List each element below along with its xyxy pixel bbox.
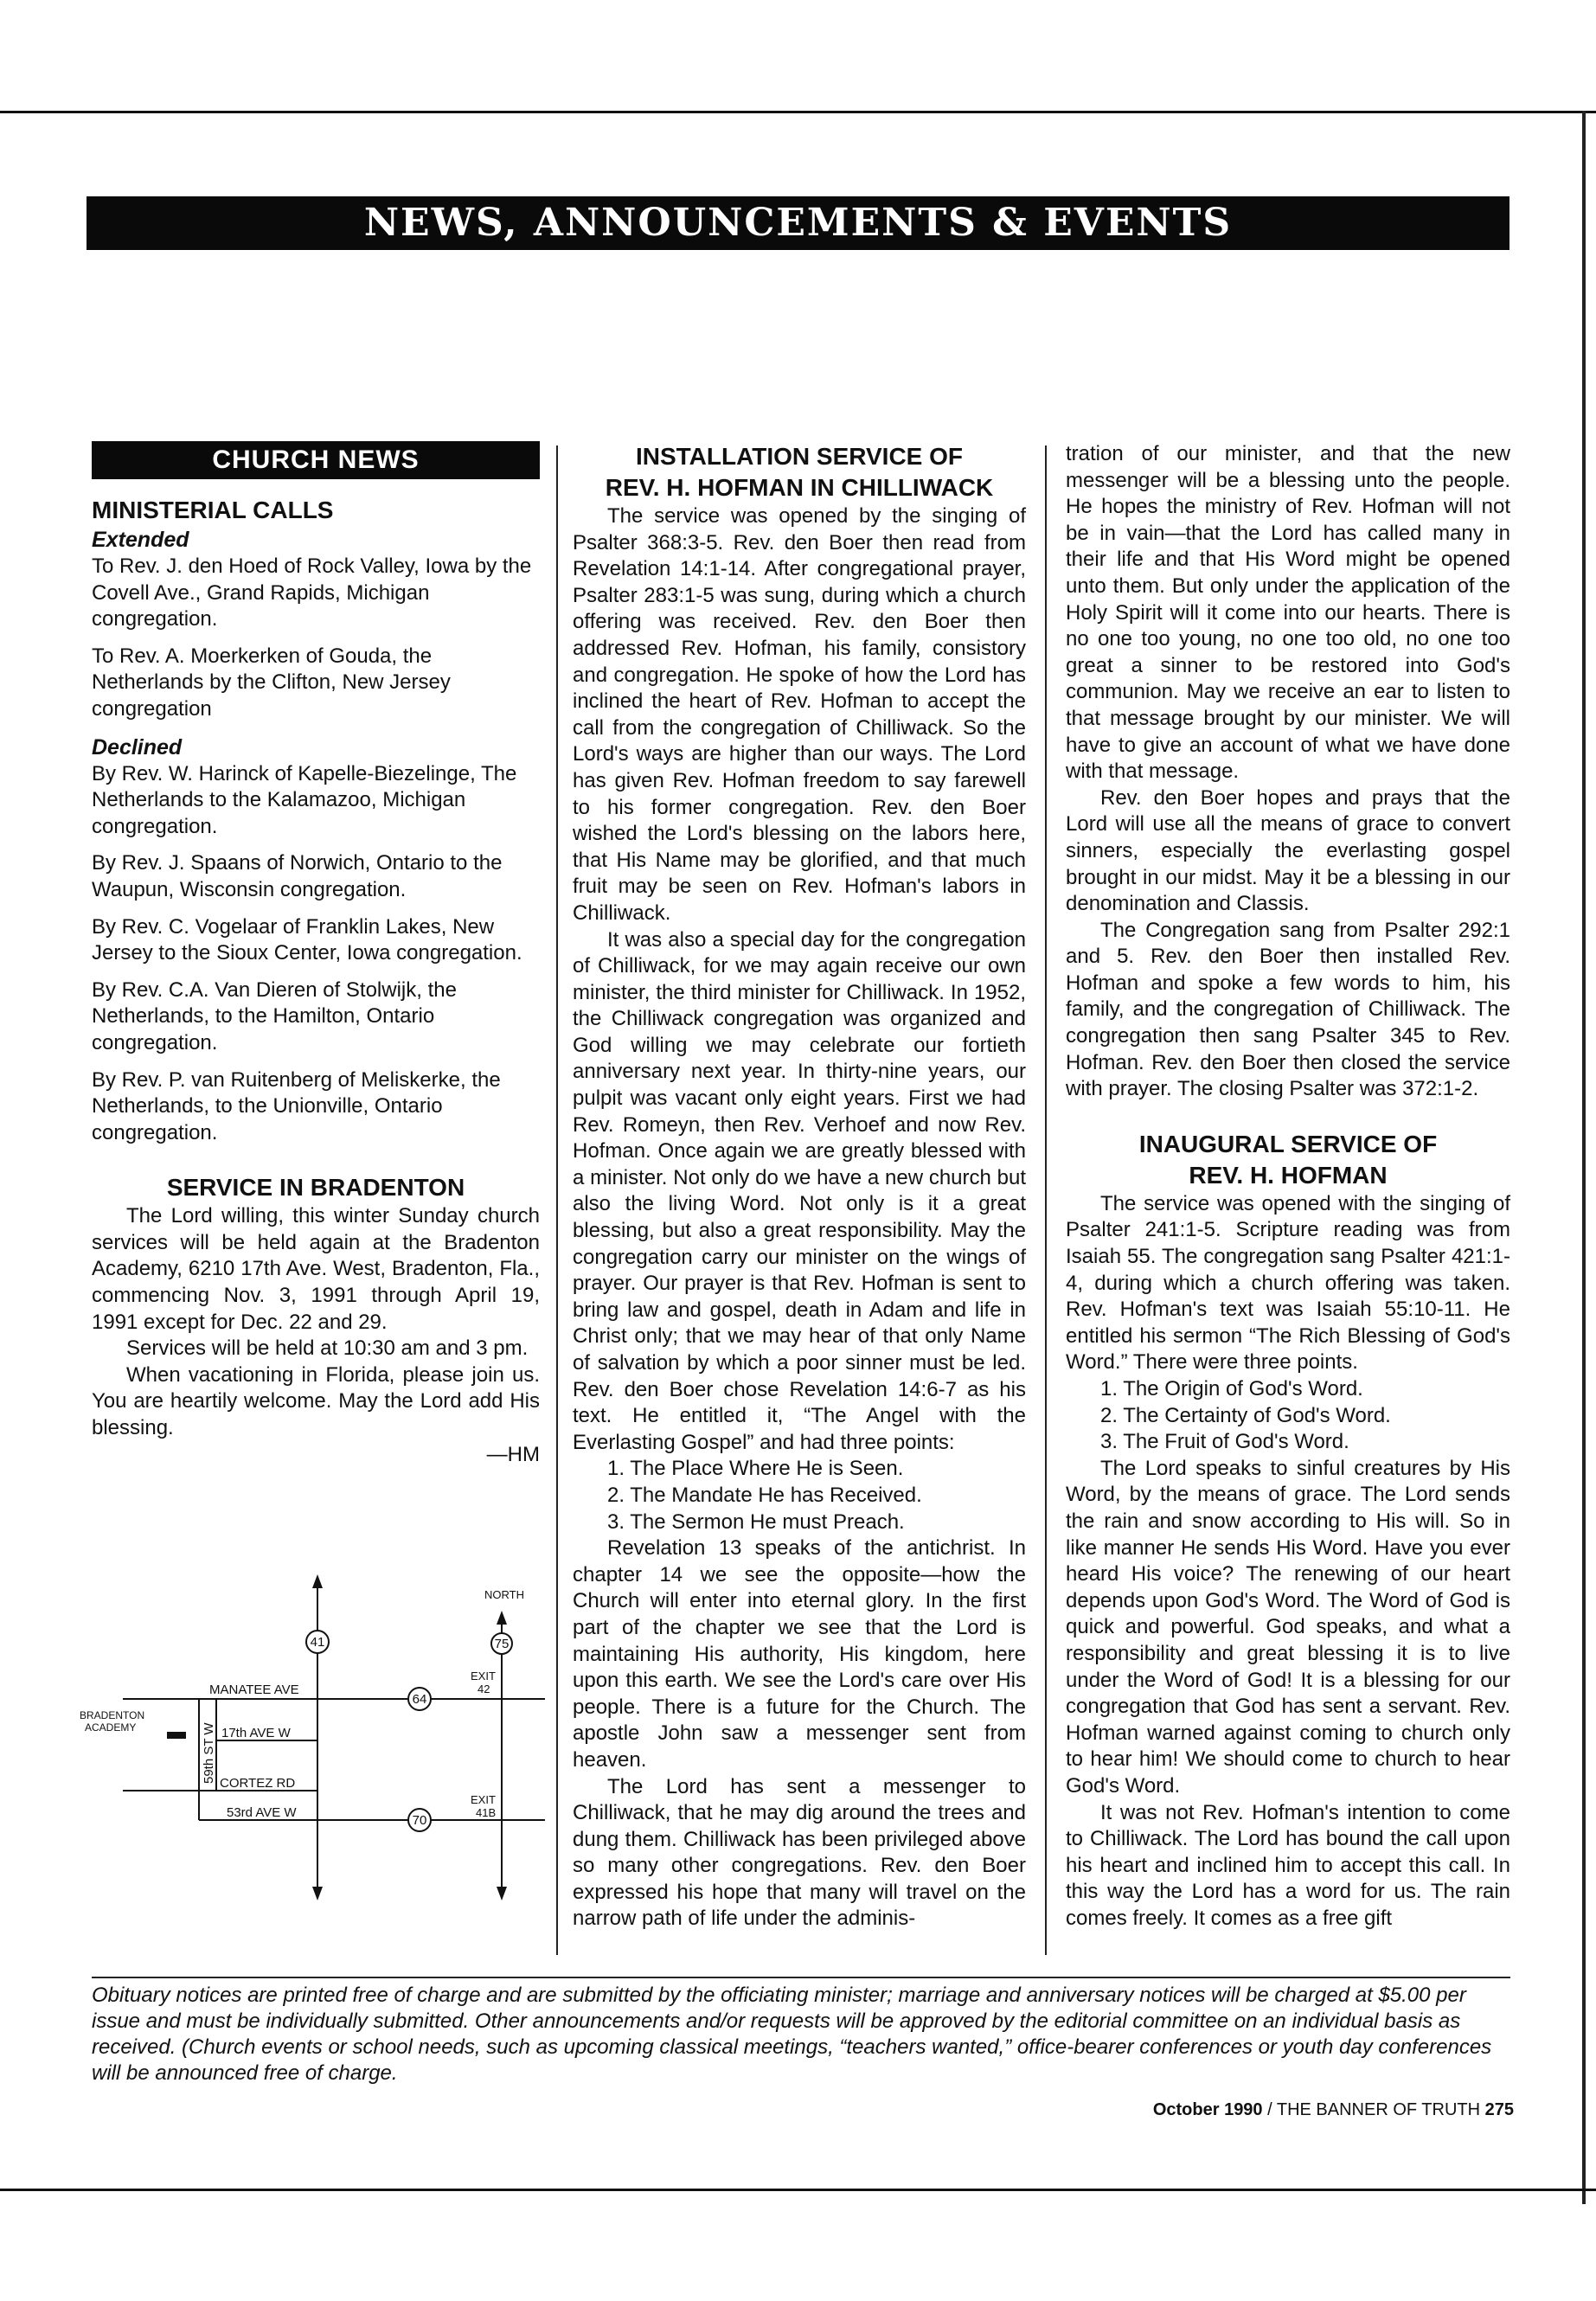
church-news-bar: CHURCH NEWS <box>92 441 540 479</box>
paragraph: Revelation 13 speaks of the antichrist. In chapter 14 we see the opposite—how the Church will enter into eternal glory. In the first part of the chapter we see that the Lord is maintaining His authority, His kingdom, here upon this earth. We see the Lord's care over His people. There is a future for the Church. The apostle John saw a messenger sent from heaven. <box>573 1536 1026 1772</box>
call-item: By Rev. W. Harinck of Kapelle-Biezelinge, The Netherlands to the Kalamazoo, Michigan congregation. <box>92 761 517 838</box>
installation-heading-1: INSTALLATION SERVICE OF <box>635 443 963 470</box>
route-70-label: 70 <box>412 1813 427 1828</box>
paragraph: The Lord speaks to sinful creatures by His Word, by the means of grace. The Lord sends the rain and snow according to His will. So in like manner He sends His Word. Have you ever heard His voice? The renewing of our heart depends upon God's Word. The Word of God is quick and powerful. God speaks, and what a responsibility and great blessing it is to live under the Word of God! It is a blessing for our congregation that God has sent a servant. Rev. Hofman warned against coming to church only to hear him! We should come to church to hear God's Word. <box>1066 1456 1510 1798</box>
call-item: By Rev. C. Vogelaar of Franklin Lakes, New Jersey to the Sioux Center, Iowa congregation. <box>92 914 522 965</box>
cortez-rd-label: CORTEZ RD <box>220 1776 296 1791</box>
point: 3. The Fruit of God's Word. <box>1100 1430 1349 1454</box>
footer-rule <box>92 1977 1510 1978</box>
installation-heading-2: REV. H. HOFMAN IN CHILLIWACK <box>605 474 994 501</box>
59th-st-label: 59th ST W <box>202 1722 216 1784</box>
bradenton-paragraph: When vacationing in Florida, please join us. You are heartily welcome. May the Lord add His blessing. <box>92 1362 540 1440</box>
point: 1. The Origin of God's Word. <box>1100 1377 1363 1400</box>
page-folio <box>1142 2100 1514 2120</box>
bradenton-paragraph: Services will be held at 10:30 am and 3 pm. <box>126 1336 529 1361</box>
declined-label: Declined <box>92 734 183 760</box>
paragraph: Rev. den Boer hopes and prays that the Lord will use all the means of grace to convert sinners, especially the everlasting gospel brought in our midst. May it be a blessing in our denomination and Classis. <box>1066 785 1510 916</box>
call-item: By Rev. J. Spaans of Norwich, Ontario to the Waupun, Wisconsin congregation. <box>92 851 503 901</box>
exit-41b-label: EXIT <box>471 1793 496 1806</box>
call-item: By Rev. P. van Ruitenberg of Meliskerke, the Netherlands, to the Unionville, Ontario congregation. <box>92 1067 501 1144</box>
north-arrow-75 <box>497 1611 507 1625</box>
53rd-ave-label: 53rd AVE W <box>227 1805 297 1820</box>
south-arrow-41 <box>312 1887 323 1900</box>
north-arrow-41 <box>312 1574 323 1588</box>
south-arrow-75 <box>497 1887 507 1900</box>
exit-41b-number: 41B <box>476 1806 497 1819</box>
exit-42-label: EXIT <box>471 1670 496 1682</box>
point: 2. The Certainty of God's Word. <box>1100 1403 1391 1427</box>
inaugural-heading-1: INAUGURAL SERVICE OF <box>1138 1130 1438 1157</box>
column-church-news <box>92 441 540 1468</box>
folio-page-number: 275 <box>1484 2100 1514 2119</box>
bottom-rule <box>0 2189 1596 2191</box>
call-item: To Rev. A. Moerkerken of Gouda, the Netherlands by the Clifton, New Jersey congregation <box>92 644 451 721</box>
column-divider <box>556 445 558 1955</box>
manatee-ave-label: MANATEE AVE <box>209 1682 299 1697</box>
bradenton-map <box>78 1567 545 1922</box>
folio-publication: / THE BANNER OF TRUTH <box>1262 2100 1485 2119</box>
academy-label-1: BRADENTON <box>80 1709 145 1721</box>
paragraph: The service was opened with the singing of Psalter 241:1-5. Scripture reading was from Isaiah 55. The congregation sang Psalter 421:1-4, during which a church offering was taken. Rev. Hofman's text was Isaiah 55:10-11. He entitled his sermon “The Rich Blessing of God's Word.” There were three points. <box>1066 1191 1510 1375</box>
route-75-label: 75 <box>494 1637 510 1651</box>
column-inaugural <box>1066 441 1510 1932</box>
footer-note: Obituary notices are printed free of charge and are submitted by the officiating minister; marriage and anniversary notices will be charged at $5.00 per issue and must be individually submitted. Other announcements and/or requests will be approved by the editorial committee on an individual basis as received. (Church events or school needs, such as upcoming classical meetings, “teachers wanted,” office-bearer conferences or youth day conferences will be announced free of charge. <box>92 1984 1492 2085</box>
ministerial-calls-heading: MINISTERIAL CALLS <box>92 497 334 523</box>
call-item: By Rev. C.A. Van Dieren of Stolwijk, the Netherlands, to the Hamilton, Ontario congregation. <box>92 977 457 1054</box>
inaugural-heading-2: REV. H. HOFMAN <box>1189 1161 1388 1189</box>
paragraph: The Lord has sent a messenger to Chilliwack, that he may dig around the trees and dung them. Chilliwack has been privileged above so many other congregations. Rev. den Boer expressed his hope that many will travel on the narrow path of life under the adminis- <box>573 1774 1026 1931</box>
paragraph: The Congregation sang from Psalter 292:1 and 5. Rev. den Boer then installed Rev. Hofman and spoke a few words to him, his family, and the congregation of Chilliwack. The congregation then sang Psalter 345 to Rev. Hofman. Rev. den Boer then closed the service with prayer. The closing Psalter was 372:1-2. <box>1066 918 1510 1101</box>
17th-ave-label: 17th AVE W <box>221 1726 291 1740</box>
column-divider <box>1045 445 1047 1955</box>
call-item: To Rev. J. den Hoed of Rock Valley, Iowa by the Covell Ave., Grand Rapids, Michigan congregation. <box>92 554 532 631</box>
route-64-label: 64 <box>412 1692 427 1707</box>
right-rule <box>1582 111 1586 2204</box>
point: 1. The Place Where He is Seen. <box>607 1457 904 1481</box>
section-banner: NEWS, ANNOUNCEMENTS & EVENTS <box>87 196 1509 250</box>
bradenton-paragraph: The Lord willing, this winter Sunday church services will be held again at the Bradenton Academy, 6210 17th Ave. West, Bradenton, Fla., commencing Nov. 3, 1991 through April 19, 1991 except for Dec. 22 and 29. <box>92 1204 540 1334</box>
point: 2. The Mandate He has Received. <box>607 1483 922 1507</box>
bradenton-heading: SERVICE IN BRADENTON <box>166 1174 465 1202</box>
extended-label: Extended <box>92 528 189 552</box>
exit-42-number: 42 <box>478 1682 490 1695</box>
academy-marker <box>167 1732 186 1739</box>
paragraph: tration of our minister, and that the new messenger will be a blessing unto the people. He hopes the ministry of Rev. Hofman will not be in vain—that the Lord has called many in their life and that His Word might be opened unto them. But only under the application of the Holy Spirit will it come into our hearts. There is no one too young, no one too old, no one too great a sinner to be restored into God's communion. May we receive an ear to listen to that message brought by our minister. We will have to give an account of what we have done with that message. <box>1066 442 1510 784</box>
column-installation <box>573 441 1026 1932</box>
point: 3. The Sermon He must Preach. <box>607 1509 905 1534</box>
top-rule <box>0 111 1596 113</box>
paragraph: The service was opened by the singing of Psalter 368:3-5. Rev. den Boer then read from Revelation 14:1-14. After congregational prayer, Psalter 283:1-5 was sung, during which a church offering was received. Rev. den Boer then addressed Rev. Hofman, his family, consistory and congregation. He spoke of how the Lord has inclined the heart of Rev. Hofman to accept the call from the congregation of Chilliwack. So the Lord's ways are higher than our ways. The Lord has given Rev. Hofman freedom to say farewell to his former congregation. Rev. den Boer wished the Lord's blessing on the labors here, that His Name may be glorified, and that much fruit may be seen on Rev. Hofman's labors in Chilliwack. <box>573 504 1026 925</box>
paragraph: It was not Rev. Hofman's intention to come to Chilliwack. The Lord has bound the call upon his heart and inclined him to accept this call. In this way the Lord has a word for us. The rain comes freely. It comes as a free gift <box>1066 1800 1510 1930</box>
folio-date: October 1990 <box>1152 2100 1263 2119</box>
signature: —HM <box>486 1442 540 1466</box>
academy-label-2: ACADEMY <box>85 1721 137 1734</box>
paragraph: It was also a special day for the congregation of Chilliwack, for we may again receive our own minister, the third minister for Chilliwack. In 1952, the Chilliwack congregation was organized and God willing we may celebrate our fortieth anniversary next year. In thirty-nine years, our pulpit was vacant only eight years. First we had Rev. Romeyn, then Rev. Verhoef and now Rev. Hofman. Once again we are greatly blessed with a minister. Not only do we have a new church but also the living Word. Not only is it a great blessing, but also a great responsibility. May the congregation carry our minister on the wings of prayer. Our prayer is that Rev. Hofman is sent to bring law and gospel, death in Adam and life in Christ only; that we may hear of that only Name of salvation by which a poor sinner must be led. Rev. den Boer chose Revelation 14:6-7 as his text. He entitled it, “The Angel with the Everlasting Gospel” and had three points: <box>573 927 1026 1454</box>
route-41-label: 41 <box>310 1635 325 1650</box>
north-label: NORTH <box>484 1588 524 1601</box>
